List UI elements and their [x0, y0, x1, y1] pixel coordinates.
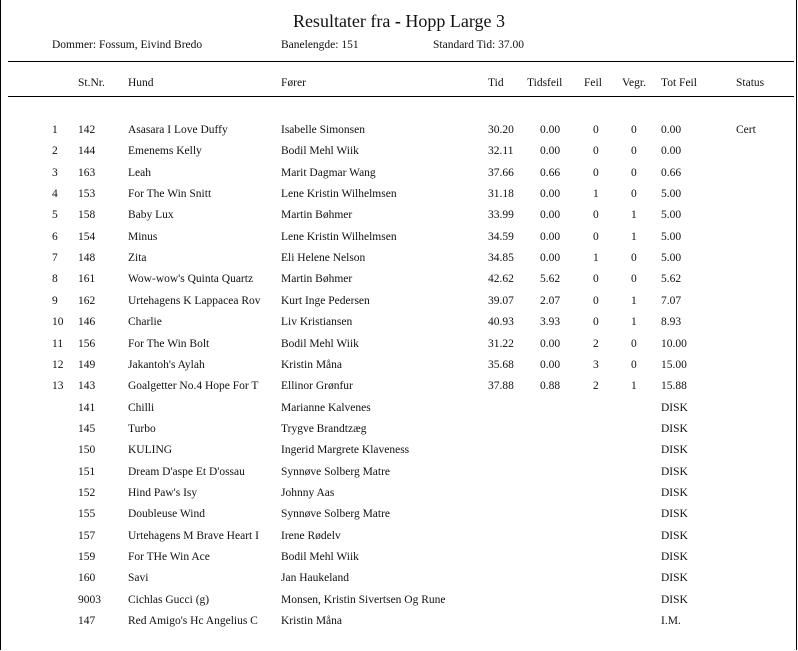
cell-time-faults: 0.00	[540, 358, 561, 371]
cell-handler-name: Irene Rødelv	[281, 529, 341, 542]
cell-dog-name: Red Amigo's Hc Angelius C	[128, 615, 258, 628]
course-length-label: Banelengde: 151	[281, 39, 359, 51]
table-row	[0, 380, 798, 401]
cell-total-faults: DISK	[661, 508, 688, 521]
cell-total-faults: DISK	[661, 593, 688, 606]
cell-time-faults: 0.66	[540, 166, 561, 179]
cell-handler-name: Kurt Inge Pedersen	[281, 294, 370, 307]
cell-dog-name: Leah	[128, 166, 151, 179]
table-row	[0, 615, 798, 636]
cell-total-faults: DISK	[661, 401, 688, 414]
table-row	[0, 316, 798, 337]
table-row	[0, 402, 798, 423]
cell-total-faults: DISK	[661, 551, 688, 563]
cell-time: 42.62	[488, 273, 514, 286]
table-row	[0, 124, 798, 145]
cell-total-faults: DISK	[661, 529, 688, 542]
cell-total-faults: 0.00	[661, 124, 682, 136]
cell-start-number: 161	[78, 273, 96, 286]
cell-handler-name: Ellinor Grønfur	[281, 380, 353, 393]
cell-handler-name: Martin Bøhmer	[281, 209, 353, 222]
cell-faults: 0	[593, 294, 599, 307]
cell-total-faults: DISK	[661, 465, 688, 478]
cell-time-faults: 0.00	[540, 230, 561, 243]
cell-placement: 12	[52, 358, 64, 371]
column-header-feil: Feil	[584, 77, 602, 89]
table-row	[0, 487, 798, 508]
column-header-forer: Fører	[281, 77, 306, 89]
cell-dog-name: Emenems Kelly	[128, 145, 202, 158]
cell-handler-name: Martin Bøhmer	[281, 273, 353, 286]
cell-faults: 0	[593, 273, 599, 286]
column-header-vegr: Vegr.	[622, 77, 646, 89]
cell-handler-name: Eli Helene Nelson	[281, 252, 366, 265]
header-rule-bottom	[8, 96, 794, 97]
table-row	[0, 551, 798, 572]
cell-time: 31.22	[488, 337, 514, 350]
table-row	[0, 295, 798, 316]
cell-handler-name: Jan Haukeland	[281, 572, 350, 585]
cell-faults: 0	[593, 166, 599, 179]
cell-time: 35.68	[488, 358, 514, 371]
cell-total-faults: 15.88	[661, 380, 687, 393]
cell-total-faults: 0.66	[661, 166, 682, 179]
cell-time: 34.59	[488, 230, 514, 243]
cell-handler-name: Marianne Kalvenes	[281, 401, 371, 414]
table-row	[0, 594, 798, 615]
cell-time-faults: 0.00	[540, 145, 561, 158]
cell-faults: 0	[593, 209, 599, 222]
cell-placement: 2	[52, 145, 58, 158]
cell-dog-name: Doubleuse Wind	[128, 508, 205, 521]
cell-start-number: 141	[78, 401, 96, 414]
cell-refusals: 0	[631, 358, 637, 371]
cell-start-number: 143	[78, 380, 96, 393]
cell-start-number: 162	[78, 294, 96, 307]
cell-total-faults: I.M.	[661, 615, 681, 628]
cell-time: 31.18	[488, 188, 514, 201]
column-header-stnr: St.Nr.	[78, 77, 105, 89]
cell-handler-name: Marit Dagmar Wang	[281, 166, 376, 179]
cell-handler-name: Liv Kristiansen	[281, 316, 353, 329]
cell-faults: 1	[593, 252, 599, 265]
cell-refusals: 0	[631, 124, 637, 136]
cell-total-faults: DISK	[661, 486, 688, 499]
cell-start-number: 158	[78, 209, 96, 222]
cell-total-faults: 5.00	[661, 209, 682, 222]
cell-time: 37.66	[488, 166, 514, 179]
cell-faults: 1	[593, 188, 599, 201]
cell-handler-name: Synnøve Solberg Matre	[281, 465, 391, 478]
cell-start-number: 160	[78, 572, 96, 585]
cell-time-faults: 2.07	[540, 294, 561, 307]
cell-start-number: 163	[78, 166, 96, 179]
cell-dog-name: Charlie	[128, 316, 162, 329]
cell-refusals: 0	[631, 145, 637, 158]
cell-placement: 11	[52, 337, 64, 350]
cell-dog-name: Jakantoh's Aylah	[128, 358, 205, 371]
cell-start-number: 148	[78, 252, 96, 265]
cell-dog-name: Goalgetter No.4 Hope For T	[128, 380, 259, 393]
cell-dog-name: Cichlas Gucci (g)	[128, 593, 210, 606]
cell-handler-name: Bodil Mehl Wiik	[281, 551, 359, 563]
cell-start-number: 151	[78, 465, 96, 478]
cell-start-number: 144	[78, 145, 96, 158]
cell-start-number: 153	[78, 188, 96, 201]
table-row	[0, 252, 798, 273]
table-row	[0, 466, 798, 487]
cell-refusals: 1	[631, 209, 637, 222]
cell-time: 37.88	[488, 380, 514, 393]
judge-label: Dommer: Fossum, Eivind Bredo	[52, 39, 203, 51]
cell-start-number: 159	[78, 551, 96, 563]
cell-time: 34.85	[488, 252, 514, 265]
table-row	[0, 423, 798, 444]
cell-dog-name: Turbo	[128, 422, 156, 435]
cell-start-number: 154	[78, 230, 96, 243]
table-row	[0, 273, 798, 294]
cell-faults: 0	[593, 316, 599, 329]
cell-refusals: 1	[631, 316, 637, 329]
cell-dog-name: Zita	[128, 252, 147, 265]
table-row	[0, 530, 798, 551]
cell-faults: 0	[593, 124, 599, 136]
cell-total-faults: 0.00	[661, 145, 682, 158]
cell-handler-name: Kristin Måna	[281, 358, 343, 371]
cell-dog-name: For THe Win Ace	[128, 551, 210, 563]
cell-placement: 4	[52, 188, 58, 201]
cell-handler-name: Isabelle Simonsen	[281, 124, 365, 136]
cell-placement: 1	[52, 124, 58, 136]
cell-placement: 6	[52, 230, 58, 243]
cell-start-number: 9003	[78, 593, 101, 606]
cell-dog-name: Chilli	[128, 401, 155, 414]
cell-dog-name: For The Win Bolt	[128, 337, 210, 350]
column-header-status: Status	[736, 77, 765, 89]
cell-time-faults: 0.00	[540, 252, 561, 265]
cell-dog-name: Urtehagens K Lappacea Rov	[128, 294, 261, 307]
cell-handler-name: Trygve Brandtzæg	[281, 422, 367, 435]
cell-total-faults: 8.93	[661, 316, 682, 329]
cell-placement: 8	[52, 273, 58, 286]
cell-start-number: 156	[78, 337, 96, 350]
cell-total-faults: 5.00	[661, 188, 682, 201]
cell-dog-name: Wow-wow's Quinta Quartz	[128, 273, 254, 286]
cell-time-faults: 5.62	[540, 273, 561, 286]
table-row	[0, 231, 798, 252]
cell-placement: 3	[52, 166, 58, 179]
cell-total-faults: 5.00	[661, 230, 682, 243]
cell-total-faults: DISK	[661, 444, 688, 457]
cell-dog-name: Urtehagens M Brave Heart I	[128, 529, 259, 542]
cell-dog-name: Hind Paw's Isy	[128, 486, 198, 499]
cell-time-faults: 0.00	[540, 209, 561, 222]
cell-handler-name: Ingerid Margrete Klaveness	[281, 444, 410, 457]
cell-total-faults: 5.00	[661, 252, 682, 265]
cell-time: 39.07	[488, 294, 514, 307]
cell-placement: 9	[52, 294, 58, 307]
cell-faults: 0	[593, 145, 599, 158]
cell-handler-name: Bodil Mehl Wiik	[281, 145, 359, 158]
cell-start-number: 157	[78, 529, 96, 542]
standard-time-label: Standard Tid: 37.00	[433, 39, 525, 51]
cell-dog-name: Asasara I Love Duffy	[128, 124, 228, 136]
cell-dog-name: Minus	[128, 230, 158, 243]
cell-time-faults: 0.88	[540, 380, 561, 393]
cell-time: 32.11	[488, 145, 514, 158]
cell-total-faults: DISK	[661, 572, 688, 585]
table-row	[0, 188, 798, 209]
cell-total-faults: 7.07	[661, 294, 682, 307]
cell-handler-name: Kristin Måna	[281, 615, 343, 628]
cell-time-faults: 3.93	[540, 316, 561, 329]
cell-placement: 10	[52, 316, 64, 329]
cell-status: Cert	[736, 124, 756, 136]
cell-faults: 2	[593, 380, 599, 393]
cell-refusals: 0	[631, 188, 637, 201]
cell-start-number: 145	[78, 422, 96, 435]
cell-handler-name: Synnøve Solberg Matre	[281, 508, 391, 521]
cell-refusals: 1	[631, 294, 637, 307]
table-row	[0, 145, 798, 166]
title-prefix: Resultater fra	[292, 11, 395, 31]
cell-placement: 5	[52, 209, 58, 222]
cell-handler-name: Lene Kristin Wilhelmsen	[281, 230, 397, 243]
cell-time: 40.93	[488, 316, 514, 329]
cell-start-number: 150	[78, 444, 96, 457]
cell-start-number: 146	[78, 316, 96, 329]
cell-time-faults: 0.00	[540, 337, 561, 350]
cell-handler-name: Monsen, Kristin Sivertsen Og Rune	[281, 593, 446, 606]
cell-refusals: 0	[631, 252, 637, 265]
cell-total-faults: 5.62	[661, 273, 682, 286]
table-row	[0, 167, 798, 188]
cell-dog-name: KULING	[128, 444, 173, 457]
column-header-tidsfeil: Tidsfeil	[527, 77, 563, 89]
cell-start-number: 152	[78, 486, 96, 499]
cell-faults: 3	[593, 358, 599, 371]
header-rule-top	[8, 61, 794, 62]
cell-dog-name: Dream D'aspe Et D'ossau	[128, 465, 245, 478]
cell-total-faults: 15.00	[661, 358, 687, 371]
cell-time-faults: 0.00	[540, 188, 561, 201]
title-dash: -	[394, 11, 401, 31]
cell-start-number: 155	[78, 508, 96, 521]
title-suffix: Hopp Large 3	[400, 11, 506, 31]
table-row	[0, 508, 798, 529]
cell-start-number: 142	[78, 124, 96, 136]
table-row	[0, 209, 798, 230]
cell-refusals: 0	[631, 273, 637, 286]
cell-start-number: 149	[78, 358, 96, 371]
cell-refusals: 1	[631, 380, 637, 393]
cell-handler-name: Lene Kristin Wilhelmsen	[281, 188, 397, 201]
cell-total-faults: DISK	[661, 422, 688, 435]
cell-start-number: 147	[78, 615, 96, 628]
page-title	[0, 11, 798, 32]
table-row	[0, 572, 798, 593]
cell-handler-name: Bodil Mehl Wiik	[281, 337, 359, 350]
cell-time-faults: 0.00	[540, 124, 561, 136]
cell-time: 33.99	[488, 209, 514, 222]
cell-faults: 2	[593, 337, 599, 350]
cell-total-faults: 10.00	[661, 337, 687, 350]
column-header-tid: Tid	[488, 77, 504, 89]
cell-refusals: 1	[631, 230, 637, 243]
cell-time: 30.20	[488, 124, 514, 136]
table-row	[0, 359, 798, 380]
table-row	[0, 338, 798, 359]
cell-dog-name: Baby Lux	[128, 209, 174, 222]
cell-refusals: 0	[631, 337, 637, 350]
cell-placement: 13	[52, 380, 64, 393]
cell-dog-name: Savi	[128, 572, 149, 585]
cell-placement: 7	[52, 252, 58, 265]
cell-refusals: 0	[631, 166, 637, 179]
column-header-hund: Hund	[128, 77, 154, 89]
table-row	[0, 444, 798, 465]
cell-dog-name: For The Win Snitt	[128, 188, 212, 201]
column-header-tot-feil: Tot Feil	[661, 77, 697, 89]
cell-handler-name: Johnny Aas	[281, 486, 335, 499]
cell-faults: 0	[593, 230, 599, 243]
